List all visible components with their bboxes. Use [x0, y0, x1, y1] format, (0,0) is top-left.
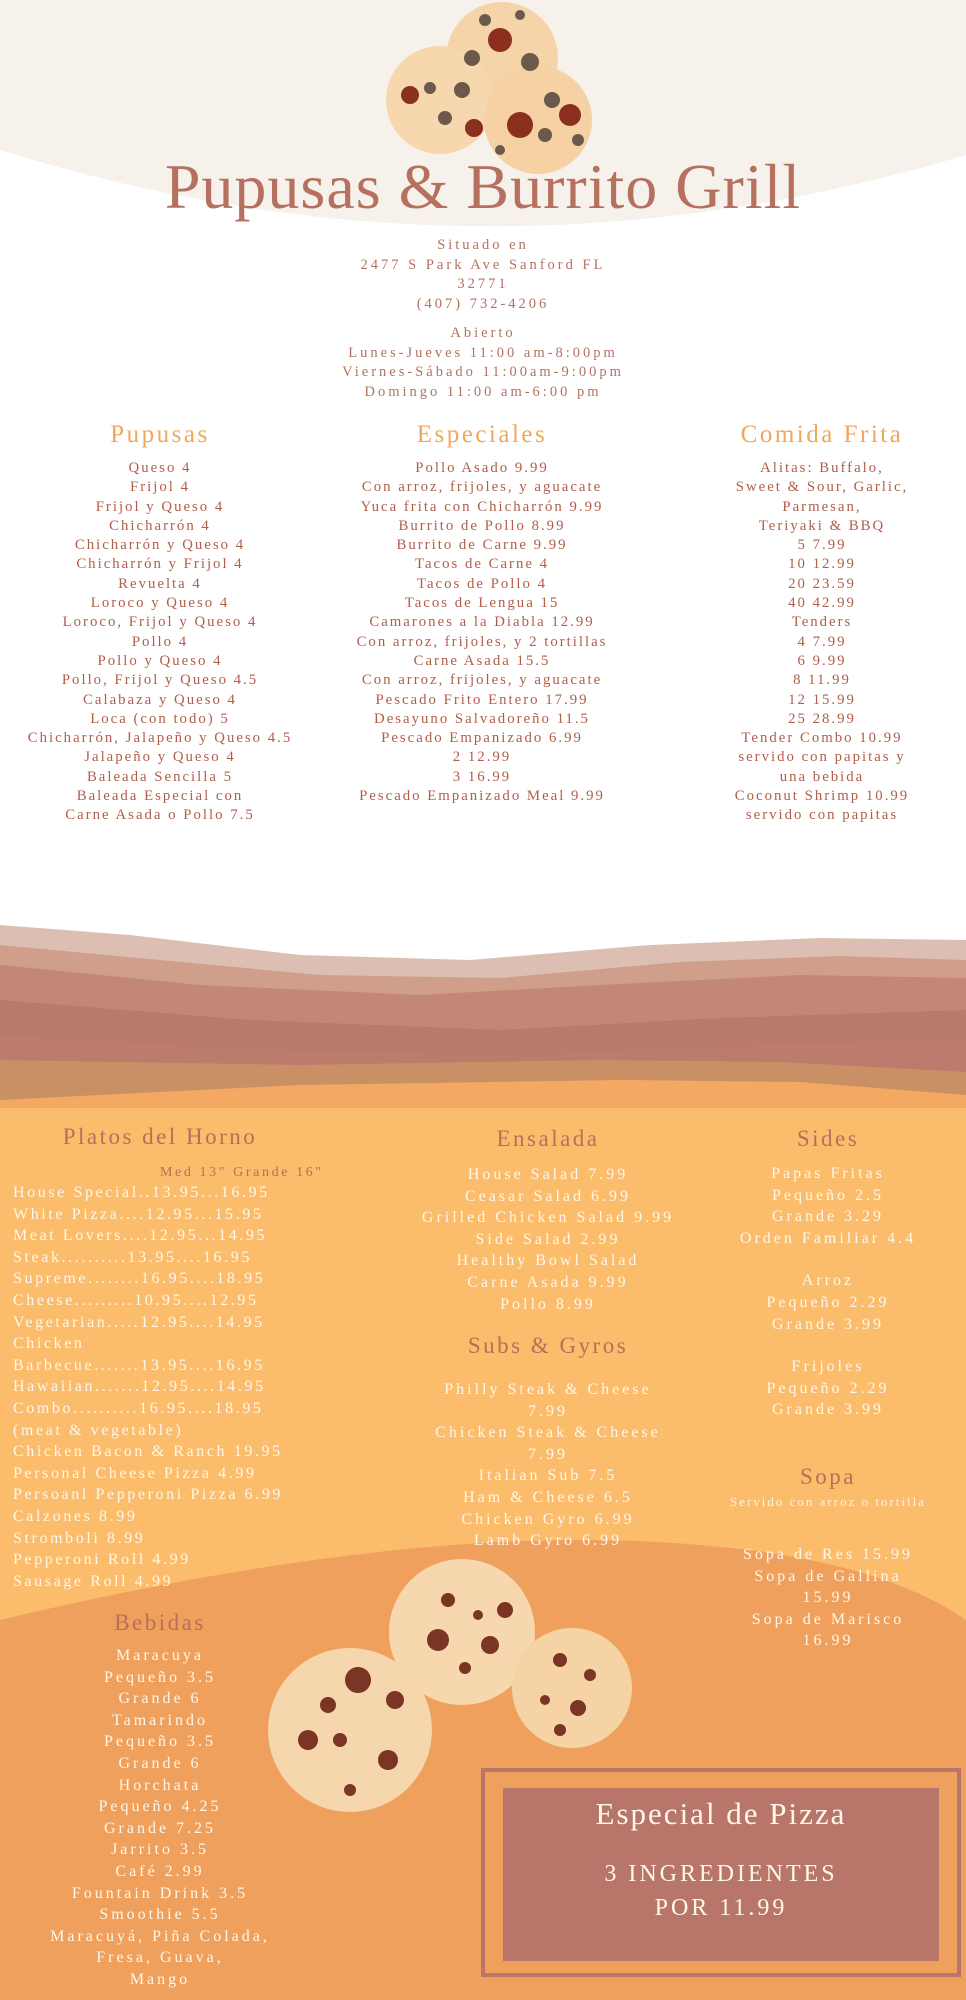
menu-item: Tenders [791, 614, 853, 631]
menu-item: Persoanl Pepperoni Pizza 6.99 [13, 1486, 284, 1504]
menu-item: Pollo Asado 9.99 [415, 460, 549, 476]
menu-item: Vegetarian.....12.95....14.95 [13, 1313, 265, 1331]
menu-item: Chicharrón 4 [109, 517, 211, 534]
menu-item: Pequeño 2.5 [771, 1186, 885, 1204]
menu-item: Mango [129, 1970, 191, 1988]
menu-item: 12 15.99 [788, 691, 856, 708]
especiales-list [322, 459, 642, 806]
comida-frita-heading: Comida Frita [740, 421, 904, 448]
menu-item: Grande 6 [118, 1754, 202, 1772]
menu-item: Pollo y Queso 4 [97, 652, 223, 669]
menu-item: Alitas: Buffalo, [760, 460, 884, 476]
menu-item: 2 12.99 [452, 749, 512, 766]
menu-item: Café 2.99 [115, 1862, 205, 1880]
menu-item: Calabaza y Queso 4 [83, 691, 237, 708]
menu-item: Baleada Especial con [76, 788, 244, 805]
menu-item: Philly Steak & Cheese [444, 1381, 652, 1398]
menu-item: Baleada Sencilla 5 [86, 768, 234, 785]
menu-item: Carne Asada 15.5 [413, 652, 551, 669]
menu-item: Barbecue.......13.95....16.95 [13, 1356, 265, 1374]
menu-item: Pequeño 2.29 [766, 1379, 890, 1397]
menu-item: House Salad 7.99 [467, 1166, 629, 1183]
menu-item: Personal Cheese Pizza 4.99 [13, 1464, 257, 1482]
menu-item: Ham & Cheese 6.5 [463, 1488, 633, 1506]
menu-item: Pequeño 4.25 [98, 1798, 222, 1816]
menu-item: Teriyaki & BBQ [758, 517, 886, 534]
platos-horno-list [13, 1182, 283, 1592]
menu-item: Frijoles [791, 1358, 865, 1376]
menu-item: 7.99 [528, 1445, 568, 1463]
hours-line: Viernes-Sábado 11:00am-9:00pm [342, 364, 624, 380]
menu-item: Sopa de Gallina [754, 1567, 902, 1585]
menu-item: Camarones a la Diabla 12.99 [369, 614, 595, 631]
menu-item: (meat & vegetable) [13, 1421, 184, 1439]
bebidas-list [20, 1645, 300, 1991]
menu-item: 40 42.99 [788, 595, 856, 612]
ensalada-list [388, 1164, 708, 1315]
menu-item: Lamb Gyro 6.99 [473, 1532, 623, 1550]
menu-item: Revuelta 4 [118, 575, 202, 592]
menu-item: Parmesan, [782, 498, 862, 515]
menu-item: Desayuno Salvadoreño 11.5 [374, 710, 590, 727]
pizza-special-ingredients: 3 INGREDIENTES [604, 1861, 838, 1887]
location-block [0, 236, 966, 314]
menu-item: Supreme........16.95....18.95 [13, 1270, 266, 1288]
ensalada-heading: Ensalada [496, 1126, 600, 1151]
bebidas-heading: Bebidas [114, 1610, 206, 1635]
menu-item: Italian Sub 7.5 [478, 1467, 618, 1485]
menu-item: Hawaiian.......12.95....14.95 [13, 1378, 266, 1396]
menu-item: Tamarindo [111, 1711, 209, 1729]
menu-item: Cheese.........10.95....12.95 [13, 1291, 259, 1309]
menu-item: Tender Combo 10.99 [741, 730, 903, 747]
menu-item: Chicken Steak & Cheese [435, 1424, 661, 1442]
menu-item: Loroco y Queso 4 [90, 595, 230, 612]
pizza-sizes-label: Med 13" Grande 16" [160, 1165, 324, 1180]
pupusas-list [10, 459, 310, 826]
menu-item: Chicharrón y Queso 4 [74, 537, 246, 554]
menu-item: 10 12.99 [788, 556, 856, 573]
subs-gyros-heading: Subs & Gyros [467, 1333, 629, 1358]
menu-item: Side Salad 2.99 [475, 1230, 621, 1248]
menu-item: Con arroz, frijoles, y 2 tortillas [356, 633, 608, 650]
menu-item: 20 23.59 [788, 575, 856, 592]
menu-item: Frijol 4 [130, 479, 190, 496]
menu-item: Maracuyá, Piña Colada, [50, 1927, 270, 1945]
menu-item: 16.99 [802, 1632, 854, 1650]
menu-item: Chicken [13, 1335, 85, 1353]
menu-item: Pollo, Frijol y Queso 4.5 [61, 672, 259, 689]
menu-item: White Pizza....12.95...15.95 [13, 1205, 264, 1223]
menu-item: Jarrito 3.5 [111, 1841, 209, 1859]
menu-item: Sopa de Marisco [751, 1610, 905, 1628]
menu-item: Pescado Empanizado 6.99 [381, 730, 583, 747]
menu-item: Coconut Shrimp 10.99 [734, 788, 910, 805]
menu-item: Grande 3.29 [771, 1208, 885, 1226]
menu-item: Fresa, Guava, [96, 1949, 224, 1967]
sopa-note: Servido con arroz o tortilla [729, 1494, 927, 1509]
menu-item: 4 7.99 [797, 633, 847, 650]
menu-item: Meat Lovers....12.95...14.95 [13, 1227, 268, 1245]
menu-item: 25 28.99 [788, 710, 856, 727]
menu-item: Arroz [801, 1272, 855, 1290]
menu-item: Grilled Chicken Salad 9.99 [421, 1209, 675, 1227]
menu-item: Chicharrón, Jalapeño y Queso 4.5 [27, 730, 293, 747]
menu-item: 3 16.99 [452, 768, 512, 785]
menu-item: Burrito de Pollo 8.99 [398, 517, 566, 534]
menu-item: Tacos de Carne 4 [414, 556, 550, 573]
hours-line: Domingo 11:00 am-6:00 pm [364, 383, 602, 400]
sopa-heading: Sopa [800, 1464, 856, 1489]
menu-item: Fountain Drink 3.5 [71, 1884, 249, 1902]
menu-item: 7.99 [528, 1402, 568, 1420]
menu-item: Pollo 8.99 [500, 1295, 596, 1313]
menu-item: Steak..........13.95....16.95 [13, 1248, 252, 1266]
menu-item: Grande 6 [118, 1690, 202, 1708]
menu-item: 8 11.99 [793, 672, 851, 689]
menu-item: Frijol y Queso 4 [95, 498, 225, 515]
menu-item: Tacos de Pollo 4 [416, 575, 547, 592]
menu-item: Queso 4 [128, 460, 192, 476]
pizza-special-price: POR 11.99 [654, 1895, 788, 1921]
menu-item: 15.99 [802, 1589, 854, 1607]
menu-item: Pequeño 3.5 [103, 1733, 217, 1751]
menu-item: 6 9.99 [797, 652, 847, 669]
menu-item: Burrito de Carne 9.99 [396, 537, 568, 554]
sopa-list [708, 1544, 948, 1652]
menu-item: Carne Asada o Pollo 7.5 [65, 807, 255, 824]
menu-item: Healthy Bowl Salad [456, 1252, 640, 1270]
menu-item: Carne Asada 9.99 [467, 1273, 629, 1291]
menu-item: servido con papitas [745, 807, 899, 824]
menu-item: Grande 3.99 [771, 1401, 885, 1419]
hours-line: Lunes-Jueves 11:00 am-8:00pm [348, 344, 618, 361]
menu-item: Maracuya [116, 1647, 204, 1664]
platos-horno-heading: Platos del Horno [62, 1124, 258, 1149]
menu-item: Papas Fritas [771, 1165, 885, 1182]
menu-item: Sopa de Res 15.99 [742, 1546, 914, 1563]
menu-item: Stromboli 8.99 [13, 1529, 146, 1547]
menu-item: Pollo 4 [131, 633, 189, 650]
menu-item: Pescado Frito Entero 17.99 [375, 691, 589, 708]
sides-heading: Sides [796, 1126, 860, 1151]
menu-item: Grande 7.25 [103, 1819, 217, 1837]
location-label: Situado en [437, 237, 529, 253]
menu-item: Con arroz, frijoles, y aguacate [361, 479, 603, 496]
menu-item: Sweet & Sour, Garlic, [735, 479, 909, 496]
menu-item: Horchata [118, 1776, 202, 1794]
menu-item: Calzones 8.99 [13, 1507, 138, 1525]
menu-item: Chicken Bacon & Ranch 19.95 [13, 1443, 283, 1461]
hours-block [0, 324, 966, 402]
menu-item: Ceasar Salad 6.99 [464, 1187, 632, 1205]
phone-number: (407) 732-4206 [416, 295, 550, 312]
address-zip: 32771 [457, 276, 509, 292]
menu-item: Loroco, Frijol y Queso 4 [62, 614, 258, 631]
address-street: 2477 S Park Ave Sanford FL [360, 256, 606, 273]
menu-item: Pequeño 3.5 [103, 1668, 217, 1686]
menu-item: Pepperoni Roll 4.99 [13, 1551, 191, 1569]
comida-frita-list [682, 459, 962, 826]
menu-item: Yuca frita con Chicharrón 9.99 [360, 498, 604, 515]
especiales-heading: Especiales [416, 421, 548, 448]
menu-item: Sausage Roll 4.99 [13, 1572, 174, 1590]
menu-item: Chicken Gyro 6.99 [461, 1510, 635, 1528]
menu-item: una bebida [779, 768, 865, 785]
subs-gyros-list [388, 1379, 708, 1552]
menu-item: Orden Familiar 4.4 [739, 1229, 917, 1247]
menu-item: Combo..........16.95....18.95 [13, 1399, 264, 1417]
menu-item: Pequeño 2.29 [766, 1293, 890, 1311]
menu-item: Jalapeño y Queso 4 [84, 749, 236, 766]
pupusas-heading: Pupusas [110, 421, 210, 448]
menu-item: House Special..13.95...16.95 [13, 1184, 270, 1201]
menu-item: Tacos de Lengua 15 [404, 595, 560, 612]
menu-item: servido con papitas y [738, 749, 906, 766]
sides-list [708, 1163, 948, 1421]
menu-item: 5 7.99 [797, 537, 847, 554]
menu-item: Grande 3.99 [771, 1315, 885, 1333]
menu-item: Chicharrón y Frijol 4 [76, 556, 244, 573]
restaurant-title: Pupusas & Burrito Grill [164, 151, 802, 222]
hours-label: Abierto [450, 325, 516, 341]
menu-item [708, 1335, 948, 1356]
menu-item: Pescado Empanizado Meal 9.99 [359, 788, 605, 805]
pizza-special-title: Especial de Pizza [595, 1796, 847, 1831]
menu-item: Loca (con todo) 5 [90, 710, 230, 727]
menu-item: Smoothie 5.5 [99, 1906, 221, 1924]
menu-item: Con arroz, frijoles, y aguacate [361, 672, 603, 689]
menu-item [708, 1249, 948, 1270]
